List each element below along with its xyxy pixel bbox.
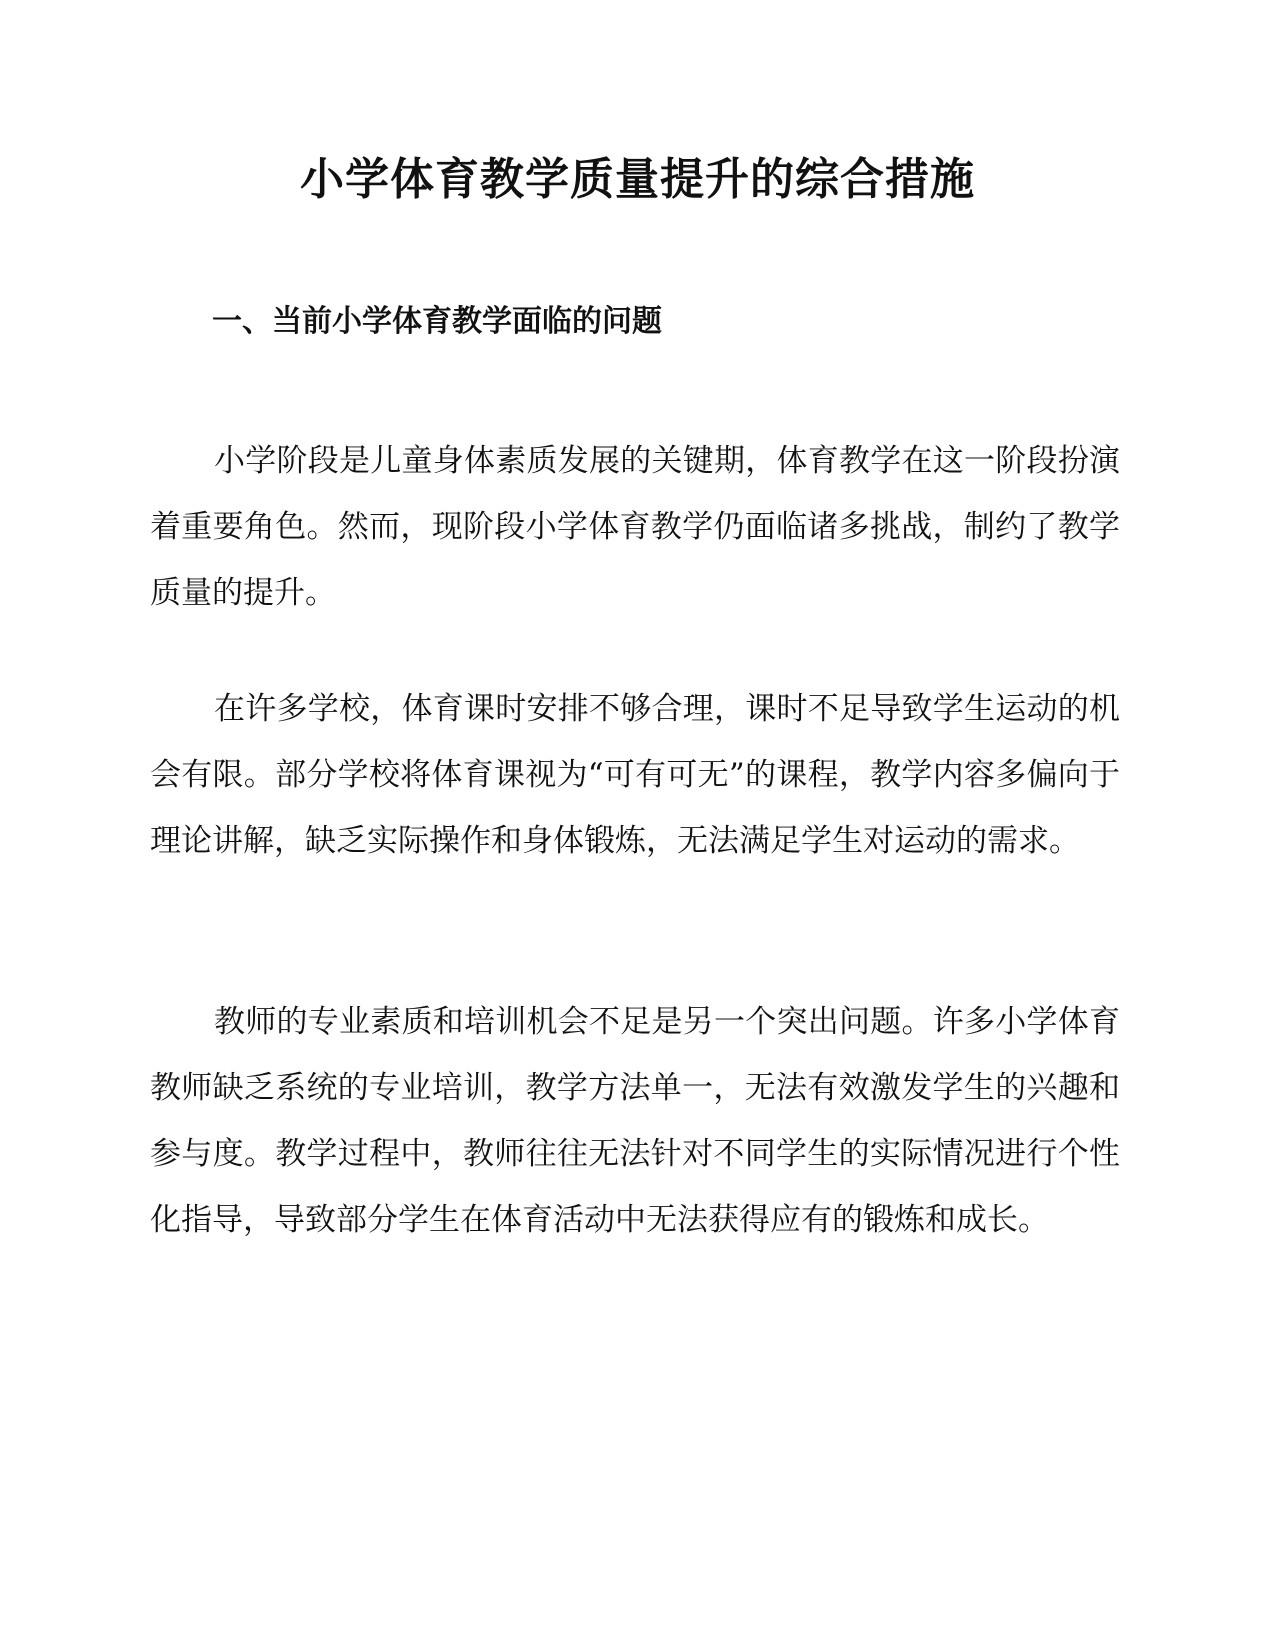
- section-heading: 一、当前小学体育教学面临的问题: [212, 304, 662, 339]
- paragraph-3: 教师的专业素质和培训机会不足是另一个突出问题。许多小学体育教师缺乏系统的专业培训，教学方法单一，无法有效激发学生的兴趣和参与度。教学过程中，教师往往无法针对不同学生的实际情况进行个性化指导，导致部分学生在体育活动中无法获得应有的锻炼和成长。: [150, 1004, 1120, 1238]
- document-title: 小学体育教学质量提升的综合措施: [300, 154, 975, 205]
- paragraph-2: 在许多学校，体育课时安排不够合理，课时不足导致学生运动的机会有限。部分学校将体育课视为“可有可无”的课程，教学内容多偏向于理论讲解，缺乏实际操作和身体锻炼，无法满足学生对运动的需求。: [150, 691, 1120, 859]
- paragraph-1: 小学阶段是儿童身体素质发展的关键期，体育教学在这一阶段扮演着重要角色。然而，现阶段小学体育教学仍面临诸多挑战，制约了教学质量的提升。: [150, 443, 1120, 611]
